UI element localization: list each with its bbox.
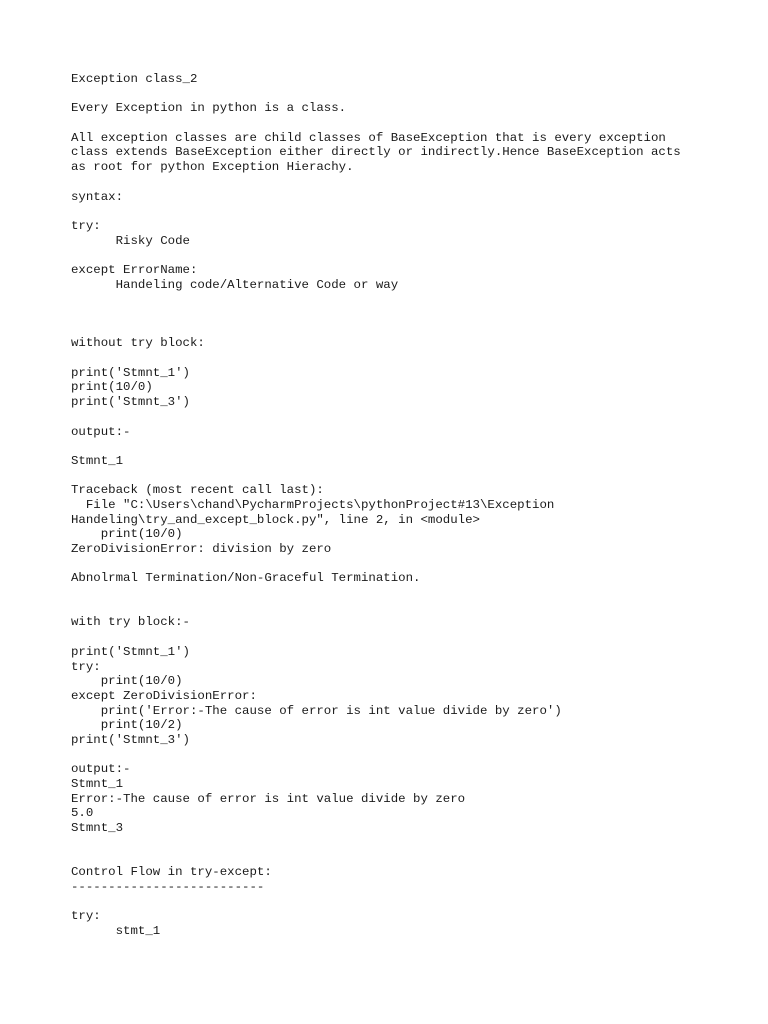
blank-line [71, 748, 751, 763]
paragraph-line: Abnolrmal Termination/Non-Graceful Termination. [71, 571, 421, 586]
blank-line [71, 322, 751, 337]
code-line: Handeling code/Alternative Code or way [71, 277, 399, 292]
section-heading: with try block:- [71, 615, 190, 630]
blank-line [71, 469, 751, 484]
paragraph-line: class extends BaseException either directly or indirectly.Hence BaseException acts [71, 145, 681, 160]
section-heading: output:- [71, 762, 131, 777]
code-line: print(10/0) [71, 674, 183, 689]
blank-line [71, 630, 751, 645]
code-line: print('Stmnt_1') [71, 644, 190, 659]
section-heading: Control Flow in try-except: [71, 865, 272, 880]
code-line: print('Stmnt_3') [71, 732, 190, 747]
code-line: except ErrorName: [71, 262, 198, 277]
section-heading: syntax: [71, 189, 124, 204]
code-line: try: [71, 659, 101, 674]
blank-line [71, 116, 751, 131]
output-line: ZeroDivisionError: division by zero [71, 542, 332, 556]
paragraph-line: All exception classes are child classes of BaseException that is every exception [71, 130, 666, 145]
code-line: stmt_1 [71, 923, 161, 938]
code-line: try: [71, 909, 101, 924]
blank-line [71, 204, 751, 219]
section-heading: output:- [71, 424, 131, 439]
code-line: print('Error:-The cause of error is int value divide by zero') [71, 703, 562, 718]
blank-line [71, 410, 751, 425]
output-line: print(10/0) [71, 527, 183, 542]
blank-line [71, 439, 751, 454]
code-line: Risky Code [71, 233, 190, 248]
blank-line [71, 586, 751, 601]
output-line: File "C:\Users\chand\PycharmProjects\pythonProject#13\Exception [71, 497, 555, 512]
code-line: try: [71, 218, 101, 233]
document-title: Exception class_2 [71, 72, 198, 86]
blank-line [71, 87, 751, 102]
code-line: print(10/0) [71, 380, 153, 395]
blank-line [71, 836, 751, 851]
blank-line [71, 895, 751, 910]
output-line: Handeling\try_and_except_block.py", line 2, in <module> [71, 512, 480, 527]
blank-line [71, 248, 751, 263]
blank-line [71, 175, 751, 190]
output-line: Error:-The cause of error is int value divide by zero [71, 791, 466, 806]
paragraph-line: as root for python Exception Hierachy. [71, 160, 354, 175]
code-line: print(10/2) [71, 718, 183, 733]
output-line: Stmnt_1 [71, 777, 124, 791]
blank-line [71, 601, 751, 616]
section-heading: without try block: [71, 336, 205, 351]
blank-line [71, 850, 751, 865]
blank-line [71, 351, 751, 366]
divider-line: -------------------------- [71, 879, 265, 894]
blank-line [71, 557, 751, 572]
output-line: Stmnt_3 [71, 821, 124, 836]
document-text [71, 72, 751, 939]
paragraph-line: Every Exception in python is a class. [71, 101, 347, 116]
output-line: Stmnt_1 [71, 453, 124, 468]
blank-line [71, 307, 751, 322]
blank-line [71, 292, 751, 307]
code-line: print('Stmnt_1') [71, 365, 190, 380]
code-line: print('Stmnt_3') [71, 395, 190, 410]
output-line: 5.0 [71, 806, 94, 821]
output-line: Traceback (most recent call last): [71, 483, 324, 498]
code-line: except ZeroDivisionError: [71, 688, 257, 703]
